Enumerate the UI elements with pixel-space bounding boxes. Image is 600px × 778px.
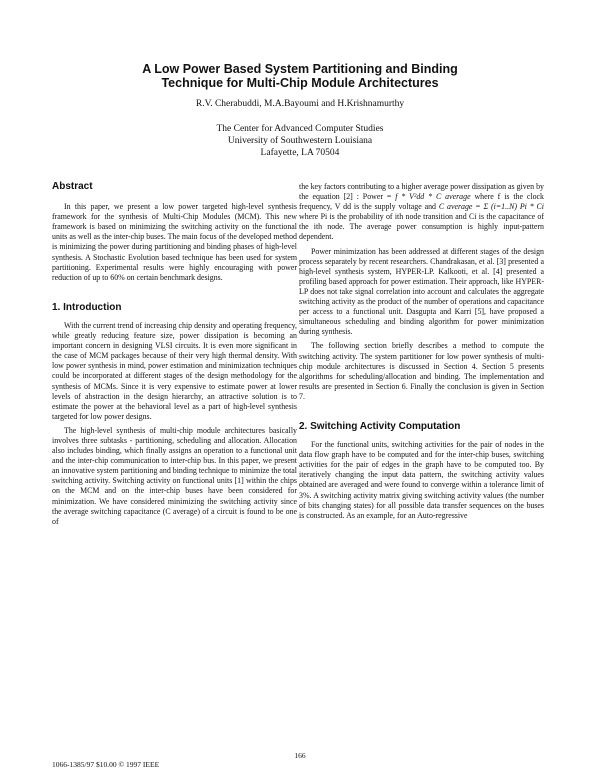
power-equation-paragraph xyxy=(299,182,544,243)
power-text-b: where f is the clock frequency, V dd is the supply voltage and xyxy=(299,192,544,212)
right-column xyxy=(299,182,544,525)
affiliation xyxy=(60,123,540,159)
outline-paragraph: The following section briefly describes a method to compute the switching activity. The system partitioner for low power synthesis of multi-chip module architectures is discussed in Section 4. Section 5 presents algorithms for scheduling/allocation and binding. The implementation and results are presented in Section 6. Finally the conclusion is given in Section 7. xyxy=(299,341,544,401)
power-formula: f * V²dd * C average xyxy=(395,192,471,202)
section-2-paragraph: For the functional units, switching activities for the pair of nodes in the data flow graph have to be computed and for the inter-chip buses, switching activities for the pair of edges in the graph have to be computed too. By iteratively changing the input data pattern, the switching activity values obtained are averaged and were found to converge within a tolerance limit of 3%. A switching activity matrix giving switching activity values (the number of bits changing states) for all possible data transfer sequences on the buses is constructed. As an example, for an Auto-regressive xyxy=(299,440,544,520)
affiliation-line-3: Lafayette, LA 70504 xyxy=(260,148,340,158)
left-column xyxy=(52,182,297,531)
abstract-heading: Abstract xyxy=(52,181,93,192)
copyright-notice: 1066-1385/97 $10.00 © 1997 IEEE xyxy=(52,760,160,769)
power-text-a: the key factors contributing to a higher average power dissipation as given by the equation [2] : Power = xyxy=(299,182,544,202)
title-line-2: Technique for Multi-Chip Module Architectures xyxy=(161,76,439,90)
section-2-heading: 2. Switching Activity Computation xyxy=(299,420,461,432)
affiliation-line-2: University of Southwestern Louisiana xyxy=(227,136,373,146)
paper-title xyxy=(60,62,540,90)
power-text-c: where Pi is the probability of ith node transition and Ci is the capacitance of the ith node. The average power consumption is highly input-pattern dependent. xyxy=(299,212,544,242)
capacitance-formula: C average = Σ (i=1..N) Pi * Ci xyxy=(438,202,544,212)
page-number: 166 xyxy=(294,751,306,760)
abstract-paragraph: In this paper, we present a low power targeted high-level synthesis framework for the synthesis of Multi-Chip Modules (MCM). This new framework is based on minimizing the switching activity on the functional units as well as the inter-chip buses. The main focus of the developed method is minimizing the power during partitioning and binding phases of high-level synthesis. A Stochastic Evolution based technique has been used for system partitioning. Experimental results were highly encouraging with power reduction of up to 60% on certain benchmark designs. xyxy=(52,202,297,282)
introduction-paragraph-2: The high-level synthesis of multi-chip module architectures basically involves three subtasks - partitioning, scheduling and allocation. Allocation also includes binding, which finally assigns an operation to a functional unit and the inter-chip communication to inter-chip bus. In this paper, we present an innovative system partitioning and binding technique to minimize the total switching activity. Switching activity on functional units [1] within the chips on the MCM and on the inter-chip buses have been considered for minimization. We have considered minimizing the switching activity since the average switching capacitance (C average) of a circuit is found to be one of xyxy=(52,425,297,526)
introduction-heading: 1. Introduction xyxy=(52,301,122,313)
introduction-paragraph-1: With the current trend of increasing chip density and operating frequency, while greatly reducing feature size, power dissipation is becoming an important concern in designing VLSI circuits. It is even more significant in the case of MCM packages because of their very high thermal density. With low power synthesis in mind, power estimation and minimization techniques could be incorporated at different stages of the design methodology for the synthesis of MCMs. Since it is very expensive to estimate power at lower levels of abstraction in the design hierarchy, an attractive solution is to estimate the power at the behavioral level as a part of high-level synthesis targeted for low power designs. xyxy=(52,320,297,421)
author-list: R.V. Cherabuddi, M.A.Bayoumi and H.Krishnamurthy xyxy=(195,99,405,109)
affiliation-line-1: The Center for Advanced Computer Studies xyxy=(216,124,384,134)
related-work-paragraph: Power minimization has been addressed at different stages of the design process separately by recent researchers. Chandrakasan, et al. [3] presented a high-level synthesis system, HYPER-LP. Kalkooti, et al. [4] presented a profiling based approach for power estimation. Their approach, like HYPER-LP does not take signal correlation into account and calculates the aggregate switching activity as the product of the number of operations and capacitance per access to a functional unit. Dasgupta and Karri [5], have proposed a simultaneous scheduling and binding algorithm for power minimization during synthesis. xyxy=(299,246,544,337)
title-line-1: A Low Power Based System Partitioning and Binding xyxy=(142,62,458,76)
